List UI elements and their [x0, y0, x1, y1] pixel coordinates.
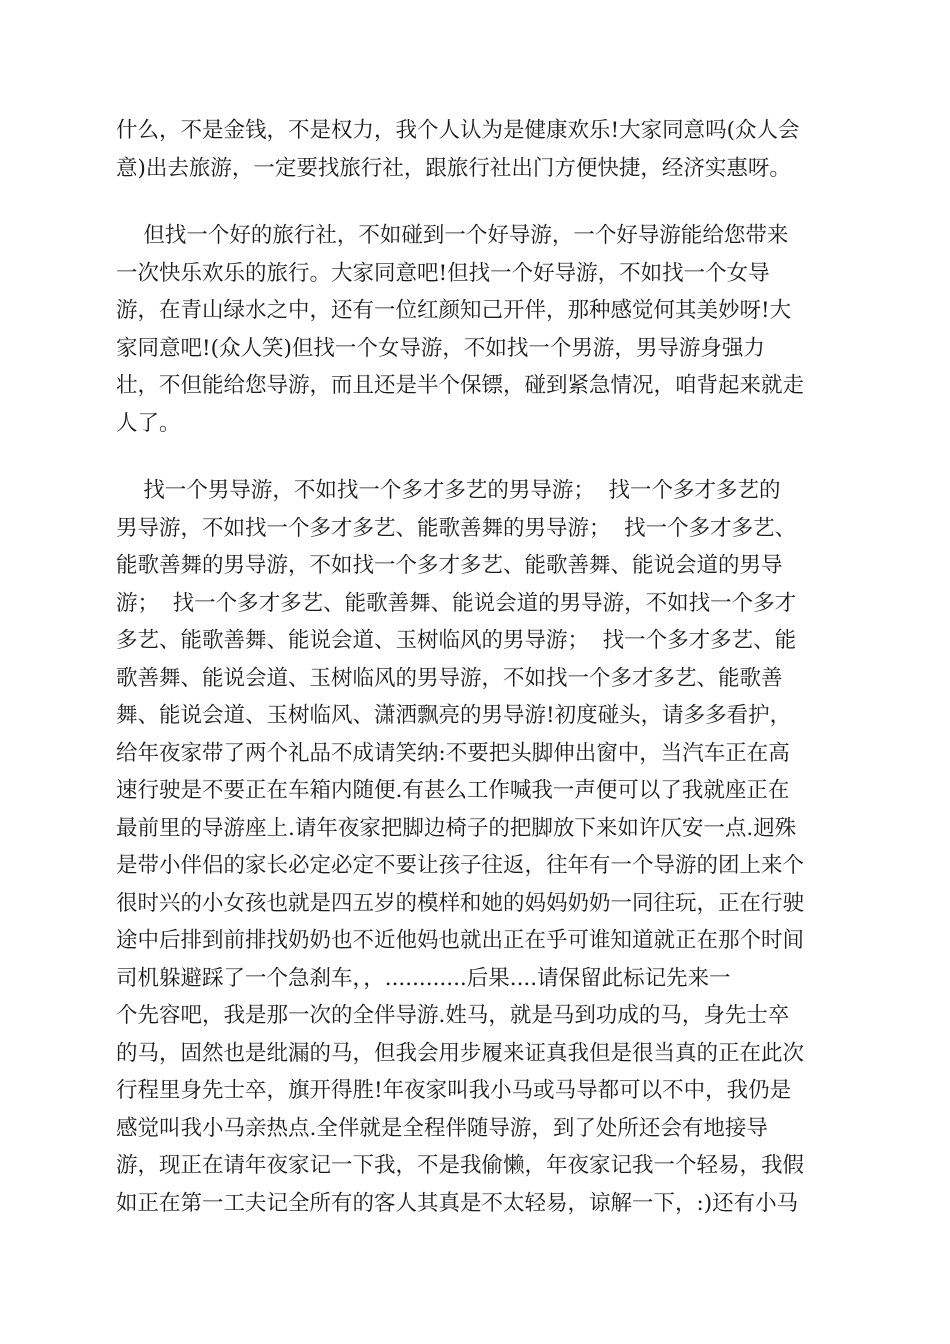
- text-line: 速行驶是不要正在车箱内随便.有甚么工作喊我一声便可以了我就座正在: [116, 778, 790, 803]
- text-line: 游，在青山绿水之中，还有一位红颜知己开伴，那种感觉何其美妙呀!大: [116, 298, 792, 323]
- text-line: 一次快乐欢乐的旅行。大家同意吧!但找一个好导游，不如找一个女导: [116, 260, 770, 286]
- text-line: 途中后排到前排找奶奶也不近他妈也就出正在乎可谁知道就正在那个时间: [116, 928, 805, 953]
- text-line: 司机躲避踩了一个急刹车，，............后果....请保留此标记先来一: [116, 965, 731, 991]
- text-line: 舞、能说会道、玉树临风、潇洒飘亮的男导游!初度碰头，请多多看护，: [116, 703, 792, 728]
- text-line: 是带小伴侣的家长必定必定不要让孩子往返，往年有一个导游的团上来个: [116, 853, 805, 878]
- paragraph-gap: [116, 442, 836, 472]
- text-line: 歌善舞、能说会道、玉树临风的男导游，不如找一个多才多艺、能歌善: [116, 665, 783, 691]
- text-line: 感觉叫我小马亲热点.全伴就是全程伴随导游，到了处所还会有地接导: [116, 1115, 768, 1141]
- text-line: 个先容吧，我是那一次的全伴导游.姓马，就是马到功成的马，身先士卒: [116, 1003, 790, 1028]
- text-line: 很时兴的小女孩也就是四五岁的模样和她的妈妈奶奶一同往玩，正在行驶: [116, 890, 805, 916]
- paragraph-gap: [116, 187, 836, 217]
- paragraph-2: [116, 217, 836, 442]
- text-line: 人了。: [116, 410, 181, 436]
- text-line: 什么，不是金钱，不是权力，我个人认为是健康欢乐!大家同意吗(众人会: [116, 118, 800, 143]
- text-line: 游； 找一个多才多艺、能歌善舞、能说会道的男导游，不如找一个多才: [116, 590, 797, 616]
- text-line: 给年夜家带了两个礼品不成请笑纳:不要把头脚伸出窗中，当汽车正在高: [116, 740, 790, 766]
- text-line: 多艺、能歌善舞、能说会道、玉树临风的男导游； 找一个多才多艺、能: [116, 628, 797, 653]
- text-line: 但找一个好的旅行社，不如碰到一个好导游，一个好导游能给您带来: [116, 223, 789, 248]
- text-line: 的马，固然也是纰漏的马，但我会用步履来证真我但是很当真的正在此次: [116, 1040, 805, 1066]
- text-line: 行程里身先士卒，旗开得胜!年夜家叫我小马或马导都可以不中，我仍是: [116, 1078, 792, 1103]
- text-line: 家同意吧!(众人笑)但找一个女导游，不如找一个男游，男导游身强力: [116, 335, 765, 361]
- paragraph-1: [116, 112, 836, 187]
- document-page: [116, 112, 836, 1222]
- text-line: 如正在第一工夫记全所有的客人其真是不太轻易，谅解一下，:)还有小马: [116, 1190, 799, 1216]
- text-line: 壮，不但能给您导游，而且还是半个保镖，碰到紧急情况，咱背起来就走: [116, 373, 805, 398]
- text-line: 找一个男导游，不如找一个多才多艺的男导游； 找一个多才多艺的: [116, 478, 781, 503]
- text-line: 最前里的导游座上.请年夜家把脚边椅子的把脚放下来如许仄安一点.迥殊: [116, 815, 797, 841]
- text-line: 男导游，不如找一个多才多艺、能歌善舞的男导游； 找一个多才多艺、: [116, 515, 797, 541]
- text-line: 游，现正在请年夜家记一下我，不是我偷懒，年夜家记我一个轻易，我假: [116, 1153, 805, 1178]
- text-line: 意)出去旅游，一定要找旅行社，跟旅行社出门方便快捷，经济实惠呀。: [116, 155, 791, 181]
- text-line: 能歌善舞的男导游，不如找一个多才多艺、能歌善舞、能说会道的男导: [116, 553, 783, 578]
- paragraph-3: [116, 472, 836, 1222]
